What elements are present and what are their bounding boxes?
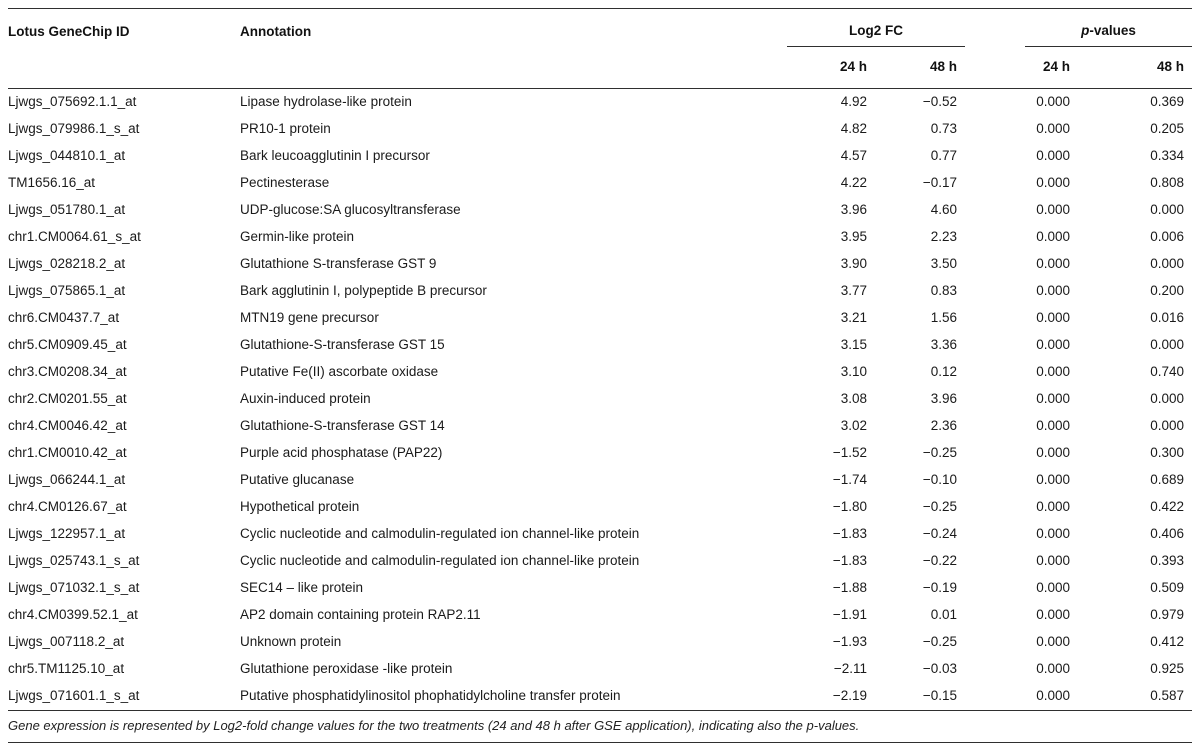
table-row	[8, 224, 1192, 251]
log2fc-24h-cell: −1.93	[832, 634, 867, 649]
pvalue-48h-cell: 0.393	[1150, 553, 1184, 568]
log2fc-48h-cell: 0.01	[930, 607, 957, 622]
pvalue-24h-cell: 0.000	[1036, 580, 1070, 595]
log2fc-24h-cell: −1.83	[832, 526, 867, 541]
table-row	[8, 89, 1192, 117]
log2fc-48h-cell: 2.36	[930, 418, 957, 433]
pvalue-48h-cell: 0.000	[1150, 391, 1184, 406]
pvalue-24h-cell: 0.000	[1036, 175, 1070, 190]
annotation-cell: UDP-glucose:SA glucosyltransferase	[240, 202, 461, 217]
annotation-cell: Putative glucanase	[240, 472, 355, 487]
pvalue-24h-cell: 0.000	[1036, 364, 1070, 379]
annotation-cell: PR10-1 protein	[240, 121, 331, 136]
pvalue-24h-cell: 0.000	[1036, 661, 1070, 676]
table-row	[8, 575, 1192, 602]
table-row	[8, 278, 1192, 305]
log2fc-24h-cell: 4.92	[840, 94, 867, 109]
pvalue-24h-cell: 0.000	[1036, 472, 1070, 487]
genechip-id-cell: chr1.CM0064.61_s_at	[8, 229, 141, 244]
log2fc-48h-cell: −0.15	[875, 683, 965, 711]
table-row	[8, 467, 1192, 494]
genechip-id-cell: chr4.CM0046.42_at	[8, 418, 127, 433]
log2fc-48h-cell: 0.83	[930, 283, 957, 298]
log2fc-24h-cell: −1.91	[832, 607, 867, 622]
annotation-cell: Putative phosphatidylinositol phophatidylcholine transfer protein	[240, 683, 787, 711]
annotation-cell: Germin-like protein	[240, 229, 355, 244]
table-row	[8, 251, 1192, 278]
subheader-log2fc-24h: 24 h	[787, 47, 875, 89]
log2fc-24h-cell: 4.82	[840, 121, 867, 136]
annotation-cell: Glutathione-S-transferase GST 14	[240, 418, 445, 433]
pvalue-48h-cell: 0.200	[1150, 283, 1184, 298]
log2fc-48h-cell: −0.03	[922, 661, 957, 676]
annotation-cell: Cyclic nucleotide and calmodulin-regulated ion channel-like protein	[240, 553, 640, 568]
genechip-id-cell: Ljwgs_066244.1_at	[8, 472, 126, 487]
log2fc-group-label: Log2 FC	[787, 9, 965, 47]
log2fc-48h-cell: −0.25	[922, 634, 957, 649]
pvalue-24h-cell: 0.000	[1036, 634, 1070, 649]
log2fc-48h-cell: 0.77	[930, 148, 957, 163]
log2fc-24h-cell: −1.74	[832, 472, 867, 487]
table-row	[8, 305, 1192, 332]
annotation-cell: AP2 domain containing protein RAP2.11	[240, 607, 481, 622]
log2fc-24h-cell: −1.88	[832, 580, 867, 595]
pvalue-24h-cell: 0.000	[1036, 229, 1070, 244]
pvalue-24h-cell: 0.000	[1036, 391, 1070, 406]
log2fc-48h-cell: 2.23	[930, 229, 957, 244]
pvalues-rest: -values	[1089, 23, 1136, 38]
log2fc-48h-cell: 0.12	[930, 364, 957, 379]
genechip-id-cell: Ljwgs_071032.1_s_at	[8, 580, 140, 595]
pvalue-24h-cell: 0.000	[1036, 499, 1070, 514]
subheader-pvalue-24h: 24 h	[965, 47, 1078, 89]
annotation-cell: Unknown protein	[240, 634, 342, 649]
pvalue-48h-cell: 0.979	[1150, 607, 1184, 622]
pvalue-48h-cell: 0.422	[1150, 499, 1184, 514]
pvalue-48h-cell: 0.000	[1150, 418, 1184, 433]
log2fc-48h-cell: 3.96	[930, 391, 957, 406]
annotation-cell: Glutathione S-transferase GST 9	[240, 256, 437, 271]
pvalue-48h-cell: 0.000	[1150, 337, 1184, 352]
pvalue-48h-cell: 0.369	[1150, 94, 1184, 109]
pvalue-24h-cell: 0.000	[1036, 256, 1070, 271]
log2fc-24h-cell: 3.90	[840, 256, 867, 271]
log2fc-24h-cell: −1.80	[832, 499, 867, 514]
annotation-cell: Lipase hydrolase-like protein	[240, 94, 412, 109]
pvalue-24h-cell: 0.000	[1036, 607, 1070, 622]
log2fc-24h-cell: 3.15	[840, 337, 867, 352]
pvalue-24h-cell: 0.000	[1036, 445, 1070, 460]
subheader-log2fc-48h: 48 h	[875, 47, 965, 89]
annotation-cell: Bark agglutinin I, polypeptide B precursor	[240, 283, 487, 298]
annotation-cell: Cyclic nucleotide and calmodulin-regulated ion channel-like protein	[240, 526, 640, 541]
genechip-id-cell: Ljwgs_051780.1_at	[8, 202, 126, 217]
log2fc-48h-cell: −0.25	[922, 445, 957, 460]
pvalue-48h-cell: 0.016	[1150, 310, 1184, 325]
log2fc-48h-cell: −0.19	[922, 580, 957, 595]
table-header	[8, 9, 1192, 89]
genechip-id-cell: chr1.CM0010.42_at	[8, 445, 127, 460]
table-footnote: Gene expression is represented by Log2-fold change values for the two treatments (24 and 48 h after GSE application), indicating also the p-values.	[8, 711, 1192, 743]
log2fc-48h-cell: 0.73	[930, 121, 957, 136]
log2fc-48h-cell: −0.25	[922, 499, 957, 514]
table-row	[8, 386, 1192, 413]
pvalue-24h-cell: 0.000	[1036, 418, 1070, 433]
pvalue-24h-cell: 0.000	[1036, 202, 1070, 217]
annotation-cell: SEC14 – like protein	[240, 580, 364, 595]
annotation-cell: MTN19 gene precursor	[240, 310, 379, 325]
annotation-cell: Bark leucoagglutinin I precursor	[240, 148, 430, 163]
table-row	[8, 170, 1192, 197]
log2fc-48h-cell: −0.22	[922, 553, 957, 568]
pvalue-48h-cell: 0.000	[1150, 202, 1184, 217]
table-row	[8, 359, 1192, 386]
log2fc-48h-cell: −0.24	[922, 526, 957, 541]
annotation-cell: Putative Fe(II) ascorbate oxidase	[240, 364, 439, 379]
log2fc-24h-cell: −2.19	[787, 683, 875, 711]
pvalue-48h-cell: 0.006	[1150, 229, 1184, 244]
pvalue-48h-cell: 0.406	[1150, 526, 1184, 541]
log2fc-24h-cell: 3.02	[840, 418, 867, 433]
log2fc-24h-cell: 3.95	[840, 229, 867, 244]
table-row	[8, 197, 1192, 224]
genechip-id-cell: Ljwgs_044810.1_at	[8, 148, 126, 163]
table-row	[8, 521, 1192, 548]
annotation-cell: Hypothetical protein	[240, 499, 360, 514]
col-header-genechip-id: Lotus GeneChip ID	[8, 24, 130, 39]
log2fc-48h-cell: −0.52	[922, 94, 957, 109]
log2fc-24h-cell: 3.77	[840, 283, 867, 298]
col-group-pvalues	[965, 9, 1192, 48]
genechip-id-cell: Ljwgs_079986.1_s_at	[8, 121, 140, 136]
table-row	[8, 143, 1192, 170]
header-subrow	[8, 47, 1192, 89]
table-row	[8, 602, 1192, 629]
table-row	[8, 413, 1192, 440]
log2fc-24h-cell: 3.08	[840, 391, 867, 406]
annotation-cell: Auxin-induced protein	[240, 391, 371, 406]
header-group-row	[8, 9, 1192, 48]
col-group-log2fc	[787, 9, 965, 48]
log2fc-48h-cell: 1.56	[930, 310, 957, 325]
log2fc-48h-cell: −0.17	[922, 175, 957, 190]
subheader-spacer-id	[8, 47, 240, 89]
log2fc-24h-cell: 4.22	[840, 175, 867, 190]
table-row	[8, 656, 1192, 683]
genechip-id-cell: chr5.TM1125.10_at	[8, 661, 125, 676]
pvalue-48h-cell: 0.334	[1150, 148, 1184, 163]
pvalue-24h-cell: 0.000	[1036, 526, 1070, 541]
pvalue-24h-cell: 0.000	[965, 683, 1078, 711]
col-header-annotation: Annotation	[240, 24, 312, 39]
pvalue-24h-cell: 0.000	[1036, 310, 1070, 325]
genechip-id-cell: Ljwgs_075692.1.1_at	[8, 94, 137, 109]
pvalues-group-label	[1025, 9, 1192, 47]
pvalue-24h-cell: 0.000	[1036, 121, 1070, 136]
pvalue-48h-cell: 0.689	[1150, 472, 1184, 487]
genechip-id-cell: Ljwgs_007118.2_at	[8, 634, 125, 649]
pvalue-48h-cell: 0.740	[1150, 364, 1184, 379]
annotation-cell: Purple acid phosphatase (PAP22)	[240, 445, 443, 460]
annotation-cell: Pectinesterase	[240, 175, 330, 190]
log2fc-24h-cell: −2.11	[833, 661, 867, 676]
table-row	[8, 629, 1192, 656]
gene-expression-table	[8, 8, 1192, 711]
log2fc-48h-cell: −0.10	[922, 472, 957, 487]
genechip-id-cell: Ljwgs_075865.1_at	[8, 283, 126, 298]
pvalue-48h-cell: 0.808	[1150, 175, 1184, 190]
pvalue-24h-cell: 0.000	[1036, 94, 1070, 109]
log2fc-24h-cell: 3.10	[840, 364, 867, 379]
log2fc-24h-cell: 3.21	[840, 310, 867, 325]
genechip-id-cell: chr2.CM0201.55_at	[8, 391, 127, 406]
log2fc-24h-cell: −1.83	[832, 553, 867, 568]
pvalue-48h-cell: 0.000	[1150, 256, 1184, 271]
log2fc-24h-cell: −1.52	[832, 445, 867, 460]
pvalue-48h-cell: 0.300	[1150, 445, 1184, 460]
pvalue-24h-cell: 0.000	[1036, 283, 1070, 298]
table-row	[8, 116, 1192, 143]
pvalue-48h-cell: 0.205	[1150, 121, 1184, 136]
genechip-id-cell: chr4.CM0126.67_at	[8, 499, 127, 514]
genechip-id-cell: chr3.CM0208.34_at	[8, 364, 127, 379]
genechip-id-cell: Ljwgs_122957.1_at	[8, 526, 126, 541]
log2fc-24h-cell: 4.57	[840, 148, 867, 163]
log2fc-24h-cell: 3.96	[840, 202, 867, 217]
genechip-id-cell: chr6.CM0437.7_at	[8, 310, 120, 325]
pvalue-24h-cell: 0.000	[1036, 553, 1070, 568]
subheader-pvalue-48h: 48 h	[1078, 47, 1192, 89]
table-row	[8, 332, 1192, 359]
pvalue-48h-cell: 0.509	[1150, 580, 1184, 595]
table-row	[8, 548, 1192, 575]
genechip-id-cell: chr5.CM0909.45_at	[8, 337, 127, 352]
genechip-id-cell: Ljwgs_028218.2_at	[8, 256, 126, 271]
pvalue-48h-cell: 0.412	[1150, 634, 1184, 649]
pvalue-48h-cell: 0.925	[1150, 661, 1184, 676]
subheader-spacer-annotation	[240, 47, 787, 89]
genechip-id-cell: chr4.CM0399.52.1_at	[8, 607, 138, 622]
pvalue-24h-cell: 0.000	[1036, 148, 1070, 163]
genechip-id-cell: Ljwgs_025743.1_s_at	[8, 553, 140, 568]
pvalue-48h-cell: 0.587	[1078, 683, 1192, 711]
table-body	[8, 89, 1192, 711]
log2fc-48h-cell: 3.50	[930, 256, 957, 271]
log2fc-48h-cell: 3.36	[930, 337, 957, 352]
genechip-id-cell: TM1656.16_at	[8, 175, 96, 190]
table-row	[8, 683, 1192, 711]
annotation-cell: Glutathione-S-transferase GST 15	[240, 337, 445, 352]
log2fc-48h-cell: 4.60	[930, 202, 957, 217]
table-row	[8, 494, 1192, 521]
pvalue-24h-cell: 0.000	[1036, 337, 1070, 352]
annotation-cell: Glutathione peroxidase -like protein	[240, 661, 453, 676]
table-row	[8, 440, 1192, 467]
genechip-id-cell: Ljwgs_071601.1_s_at	[8, 683, 240, 711]
pvalues-p-italic: p	[1081, 23, 1090, 38]
